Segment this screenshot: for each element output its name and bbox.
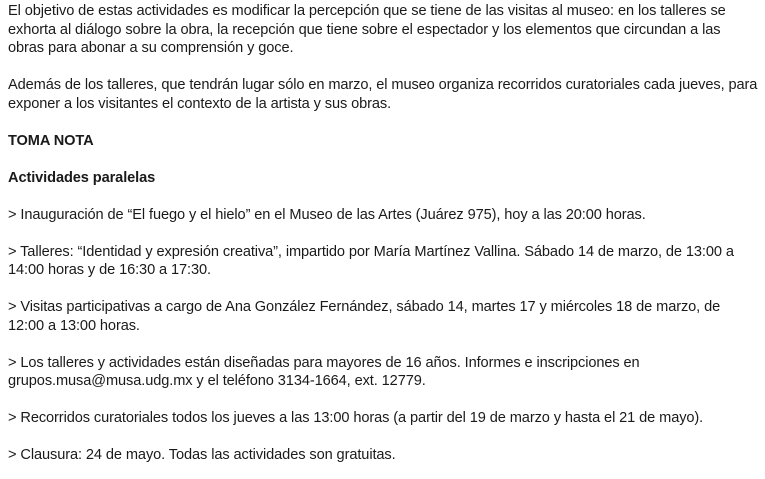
activity-item-visitas: > Visitas participativas a cargo de Ana González Fernández, sábado 14, martes 17 y miércoles 18 de marzo, de 12:00 a 13:00 horas. [8, 299, 721, 334]
activity-item-inauguracion: > Inauguración de “El fuego y el hielo” en el Museo de las Artes (Juárez 975), hoy a las 20:00 horas. [8, 206, 646, 223]
heading-toma-nota: TOMA NOTA [8, 132, 94, 149]
heading-actividades-paralelas: Actividades paralelas [8, 169, 156, 186]
activity-item-informes: > Los talleres y actividades están diseñadas para mayores de 16 años. Informes e inscripciones en grupos.musa@musa.udg.mx y el teléfono 3134-1664, ext. 12779. [8, 354, 640, 389]
activity-item-clausura: > Clausura: 24 de mayo. Todas las actividades son gratuitas. [8, 447, 396, 463]
activity-item-recorridos: > Recorridos curatoriales todos los jueves a las 13:00 horas (a partir del 19 de marzo y hasta el 21 de mayo). [8, 410, 704, 426]
activity-item-talleres: > Talleres: “Identidad y expresión creativa”, impartido por María Martínez Vallina. Sábado 14 de marzo, de 13:00 a 14:00 horas y de 16:30 a 17:30. [8, 243, 734, 278]
intro-paragraph-1: El objetivo de estas actividades es modificar la percepción que se tiene de las visitas al museo: en los talleres se exhorta al diálogo sobre la obra, la recepción que tiene sobre el espectador y los elementos que circundan a las obras para abonar a su comprensión y goce. [8, 3, 726, 56]
article-body [8, 2, 760, 465]
intro-paragraph-2: Además de los talleres, que tendrán lugar sólo en marzo, el museo organiza recorridos curatoriales cada jueves, para exponer a los visitantes el contexto de la artista y sus obras. [8, 77, 758, 112]
